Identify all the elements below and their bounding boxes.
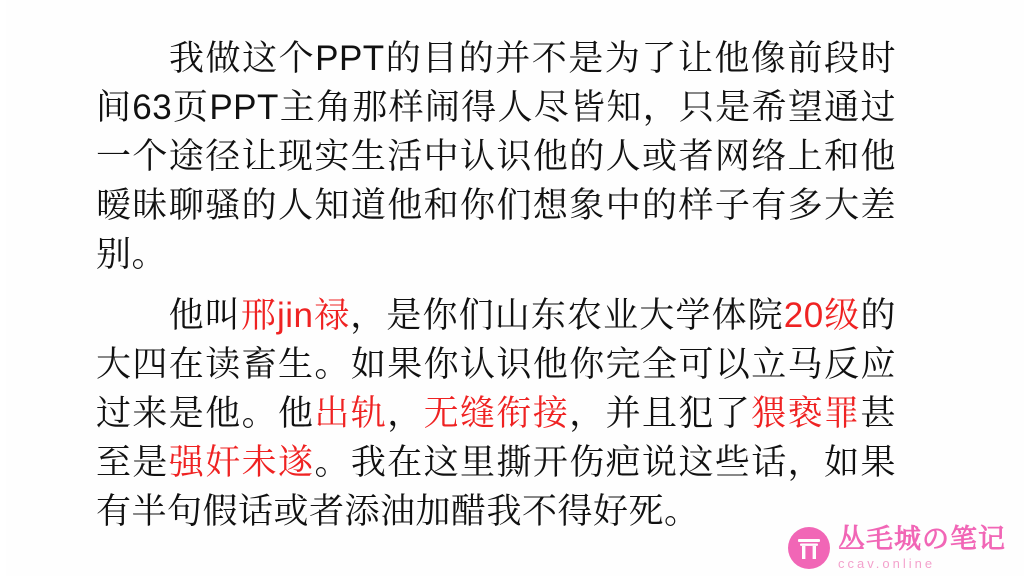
seg-accusation-two: 无缝衔接 bbox=[423, 394, 570, 433]
seg-grade-highlight: 20级 bbox=[783, 296, 861, 335]
seg-accusation-one: 出轨 bbox=[314, 394, 388, 433]
seg-status: 的大四在读畜生。如果你认识他你完全可以立马反应过来是他。他 bbox=[96, 296, 896, 433]
paragraph-one-text: 我做这个PPT的目的并不是为了让他像前段时间63页PPT主角那样闹得人尽皆知，只是希望通过一个途径让现实生活中认识他的人或者网络上和他暧昧聊骚的人知道他和你们想象中的样子有多大差别。 bbox=[96, 39, 896, 274]
seg-name-highlight: 邢jin禄 bbox=[240, 296, 351, 335]
paragraph-one bbox=[96, 34, 896, 279]
seg-accusation-three: 猥亵罪 bbox=[751, 394, 861, 433]
seg-accusation-four: 强奸未遂 bbox=[168, 443, 315, 482]
slide-text-body bbox=[96, 34, 896, 536]
seg-connector-two: 甚至是 bbox=[96, 394, 896, 482]
seg-comma-one: ， bbox=[387, 394, 424, 433]
seg-closing: 。我在这里撕开伤疤说这些话，如果有半句假话或者添油加醋我不得好死。 bbox=[96, 443, 896, 531]
slide-left-margin bbox=[0, 0, 6, 576]
watermark bbox=[788, 526, 1006, 570]
torii-gate-icon bbox=[788, 527, 830, 569]
paragraph-two bbox=[96, 291, 896, 536]
seg-connector: ，并且犯了 bbox=[569, 394, 752, 433]
watermark-sub-text: ccav.online bbox=[838, 556, 936, 571]
watermark-text bbox=[838, 526, 1006, 570]
watermark-main-text: 丛毛城の笔记 bbox=[838, 524, 1006, 554]
seg-intro: 他叫 bbox=[168, 296, 241, 335]
seg-school: ，是你们山东农业大学体院 bbox=[350, 296, 784, 335]
